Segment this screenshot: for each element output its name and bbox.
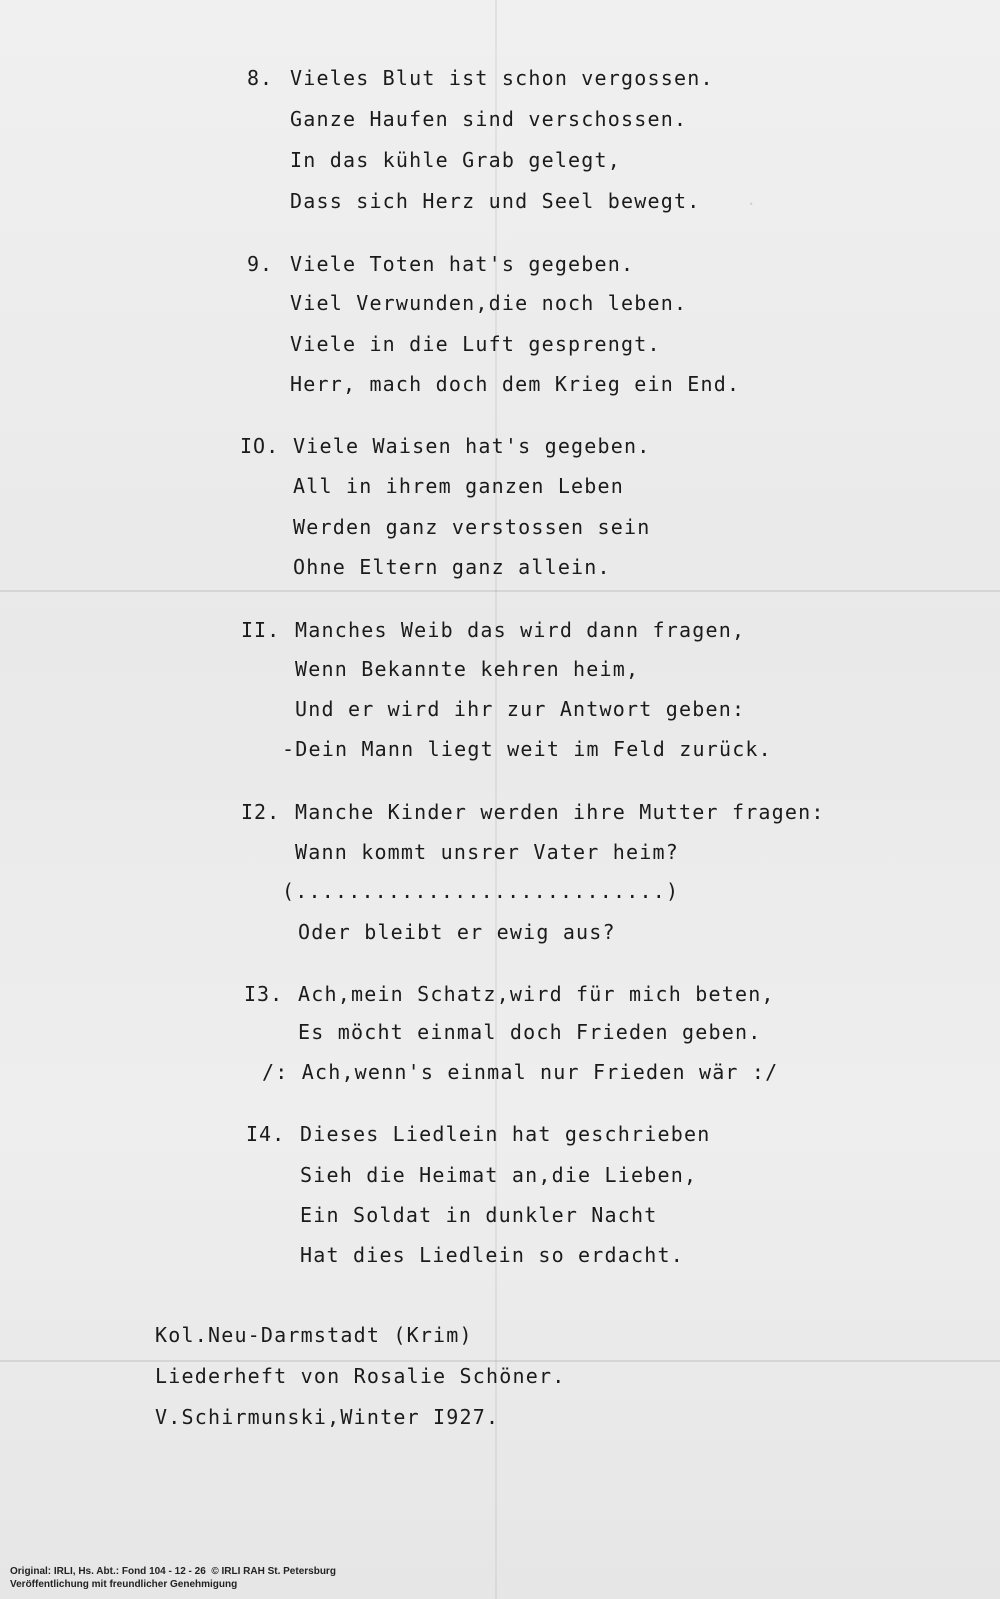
credit-line: Veröffentlichung mit freundlicher Genehmigung: [10, 1579, 238, 1590]
verse-line: Viele in die Luft gesprengt.: [290, 332, 661, 356]
verse-line: Viel Verwunden,die noch leben.: [290, 291, 688, 315]
verse-line: Ein Soldat in dunkler Nacht: [300, 1203, 658, 1227]
show-through-mark: .: [745, 190, 757, 210]
verse-line: Dieses Liedlein hat geschrieben: [300, 1122, 711, 1146]
verse-line: In das kühle Grab gelegt,: [290, 148, 622, 172]
footer-place: Kol.Neu-Darmstadt (Krim): [155, 1323, 473, 1347]
verse-line: Dass sich Herz und Seel bewegt.: [290, 189, 701, 213]
verse-line: Viele Waisen hat's gegeben.: [293, 434, 651, 458]
paper-fold-horizontal: [0, 1360, 1000, 1362]
stanza-number: I2.: [241, 800, 281, 824]
paper-fold-horizontal: [0, 590, 1000, 592]
verse-line: Ach,mein Schatz,wird für mich beten,: [298, 982, 775, 1006]
verse-line: Manches Weib das wird dann fragen,: [295, 618, 746, 642]
verse-line: Oder bleibt er ewig aus?: [298, 920, 616, 944]
verse-line: Ganze Haufen sind verschossen.: [290, 107, 688, 131]
footer-collector: V.Schirmunski,Winter I927.: [155, 1405, 500, 1429]
verse-line: /: Ach,wenn's einmal nur Frieden wär :/: [262, 1060, 779, 1084]
verse-line: Vieles Blut ist schon vergossen.: [290, 66, 714, 90]
verse-line: Werden ganz verstossen sein: [293, 515, 651, 539]
verse-line: (............................): [282, 879, 680, 903]
verse-line: Wenn Bekannte kehren heim,: [295, 657, 640, 681]
verse-line: Und er wird ihr zur Antwort geben:: [295, 697, 746, 721]
verse-line: Ohne Eltern ganz allein.: [293, 555, 611, 579]
verse-line: Sieh die Heimat an,die Lieben,: [300, 1163, 698, 1187]
stanza-number: IO.: [240, 434, 280, 458]
verse-line: All in ihrem ganzen Leben: [293, 474, 625, 498]
verse-line: Viele Toten hat's gegeben.: [290, 252, 635, 276]
footer-source: Liederheft von Rosalie Schöner.: [155, 1364, 566, 1388]
verse-line: Wann kommt unsrer Vater heim?: [295, 840, 679, 864]
stanza-number: II.: [241, 618, 281, 642]
credit-line: Original: IRLI, Hs. Abt.: Fond 104 - 12 - 26 © IRLI RAH St. Petersburg: [10, 1566, 336, 1577]
stanza-number: I4.: [246, 1122, 286, 1146]
verse-line: Manche Kinder werden ihre Mutter fragen:: [295, 800, 825, 824]
stanza-number: I3.: [244, 982, 284, 1006]
stanza-number: 9.: [247, 252, 274, 276]
verse-line: Herr, mach doch dem Krieg ein End.: [290, 372, 741, 396]
stanza-number: 8.: [247, 66, 274, 90]
verse-line: Es möcht einmal doch Frieden geben.: [298, 1020, 762, 1044]
verse-line: -Dein Mann liegt weit im Feld zurück.: [282, 737, 772, 761]
verse-line: Hat dies Liedlein so erdacht.: [300, 1243, 684, 1267]
